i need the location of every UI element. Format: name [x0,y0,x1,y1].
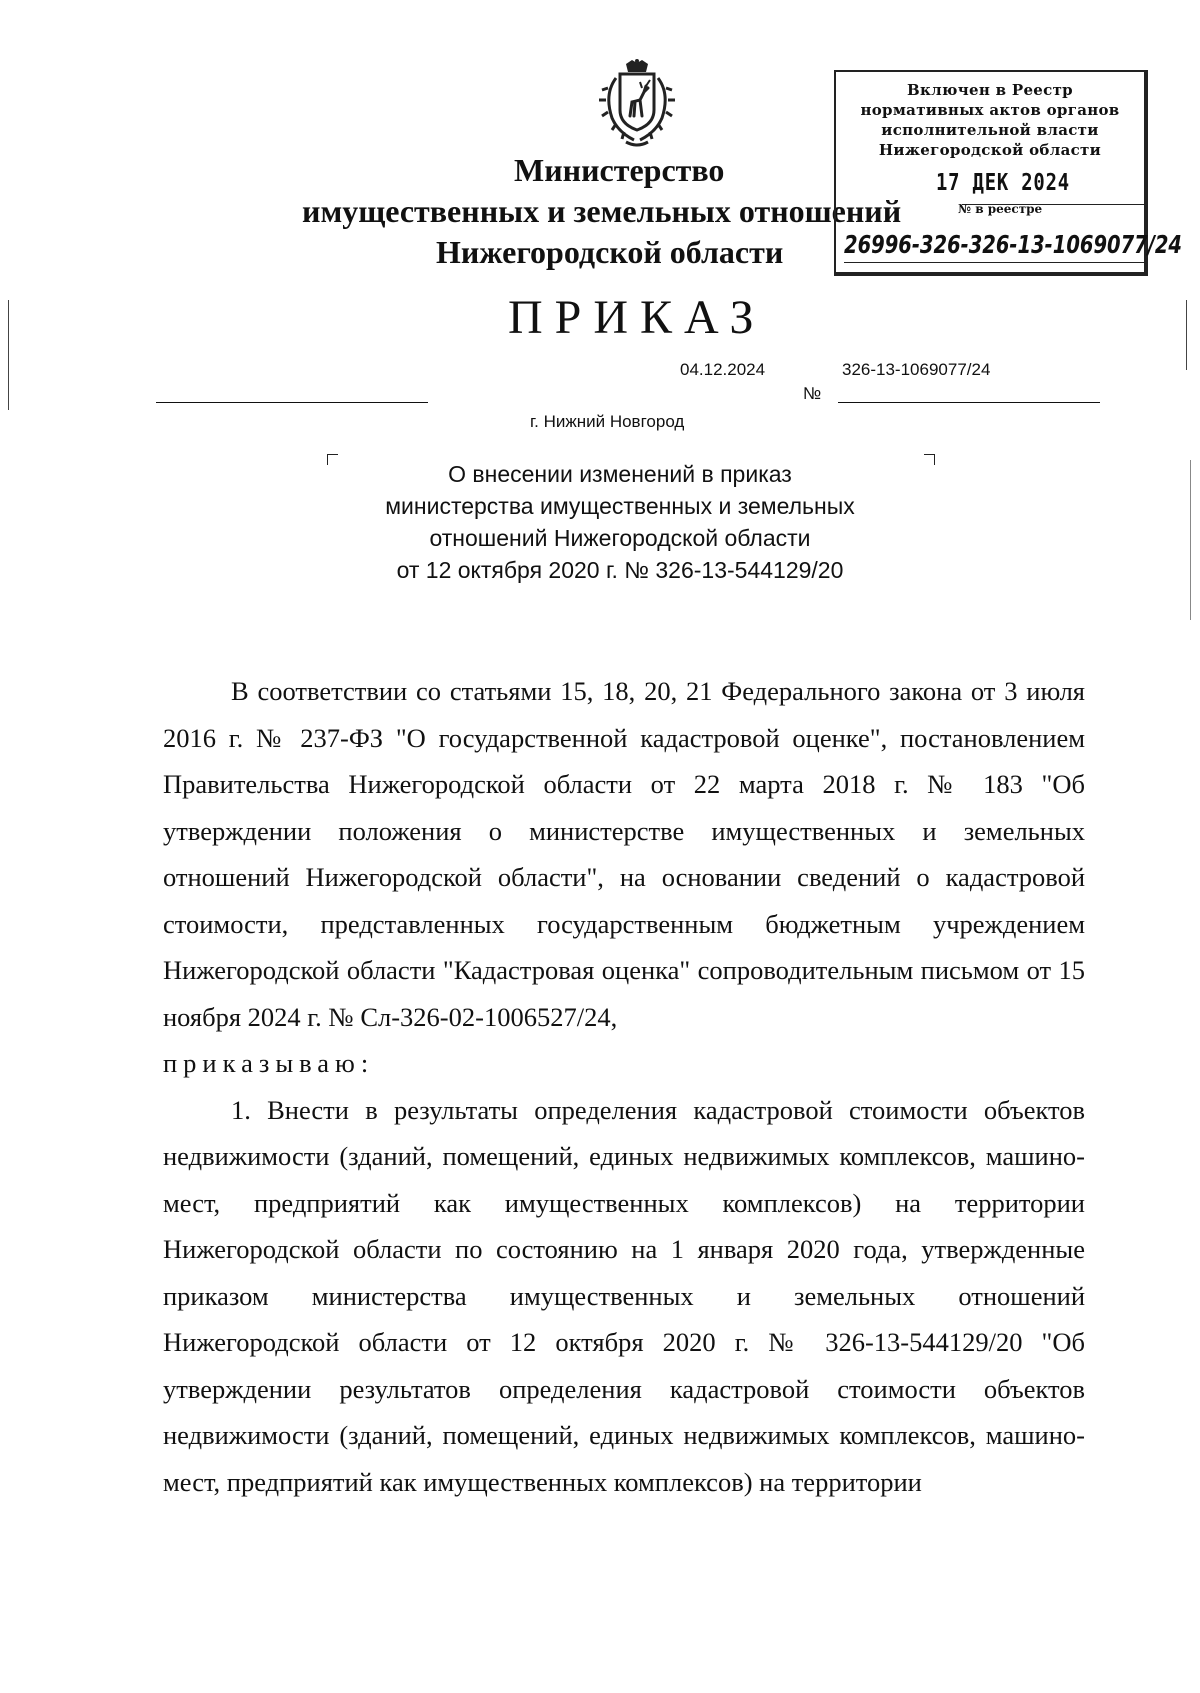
stamp-registry-number: 26996-326-326-13-1069077/24 [844,230,1182,259]
subject-line: министерства имущественных и земельных [385,493,855,519]
document-title: ПРИКАЗ [508,291,766,344]
subject-line: О внесении изменений в приказ [448,461,792,487]
number-underline [838,402,1100,403]
document-body [163,668,1085,1505]
item-1-paragraph: 1. Внести в результаты определения кадастровой стоимости объектов недвижимости (зданий, помещений, единых недвижимых комплексов, машино-мест, предприятий как имущественных комплексов) на территории Нижегородской области по состоянию на 1 января 2020 года, утвержденные приказом министерства имущественных и земельных отношений Нижегородской области от 12 октября 2020 г. № 326-13-544129/20 "Об утверждении результатов определения кадастровой стоимости объектов недвижимости (зданий, помещений, единых недвижимых комплексов, машино-мест, предприятий как имущественных комплексов) на территории [163,1094,1085,1497]
stamp-date: 17 ДЕК 2024 [936,170,1070,196]
ministry-name-line2: имущественных и земельных отношений [302,193,902,229]
stamp-line2: нормативных актов органов [860,101,1120,119]
nizhny-novgorod-coat-of-arms-icon [590,58,684,150]
registry-stamp [834,70,1182,276]
document-subject [300,458,940,586]
scan-edge-mark [1190,460,1191,620]
number-sign: № [803,384,822,403]
preamble-paragraph: В соответствии со статьями 15, 18, 20, 21 Федерального закона от 3 июля 2016 г. № 237-ФЗ "О государственной кадастровой оценке", постановлением Правительства Нижегородской области от 22 марта 2018 г. № 183 "Об утверждении положения о министерстве имущественных и земельных отношений Нижегородской области", на основании сведений о кадастровой стоимости, представленных государственным бюджетным учреждением Нижегородской области "Кадастровая оценка" сопроводительным письмом от 15 ноября 2024 г. № Сл-326-02-1006527/24, [163,676,1085,1032]
scan-edge-mark [8,300,9,410]
city-line: г. Нижний Новгород [530,412,685,431]
order-date: 04.12.2024 [680,360,766,379]
stamp-line1: Включен в Реестр [907,81,1073,99]
decree-word: приказываю: [163,1048,375,1078]
scan-edge-mark [1186,300,1187,370]
stamp-line3: исполнительной власти [881,121,1099,139]
stamp-divider [844,262,1144,263]
subject-line: от 12 октября 2020 г. № 326-13-544129/20 [396,557,844,583]
stamp-line4: Нижегородской области [878,141,1102,159]
subject-line: отношений Нижегородской области [429,525,811,551]
order-number: 326-13-1069077/24 [842,360,991,379]
stamp-heading [836,80,1144,160]
ministry-name-line1: Министерство [514,152,725,188]
ministry-name-line3: Нижегородской области [436,234,784,270]
stamp-number-label: № в реестре [958,202,1043,216]
date-underline [156,402,428,403]
